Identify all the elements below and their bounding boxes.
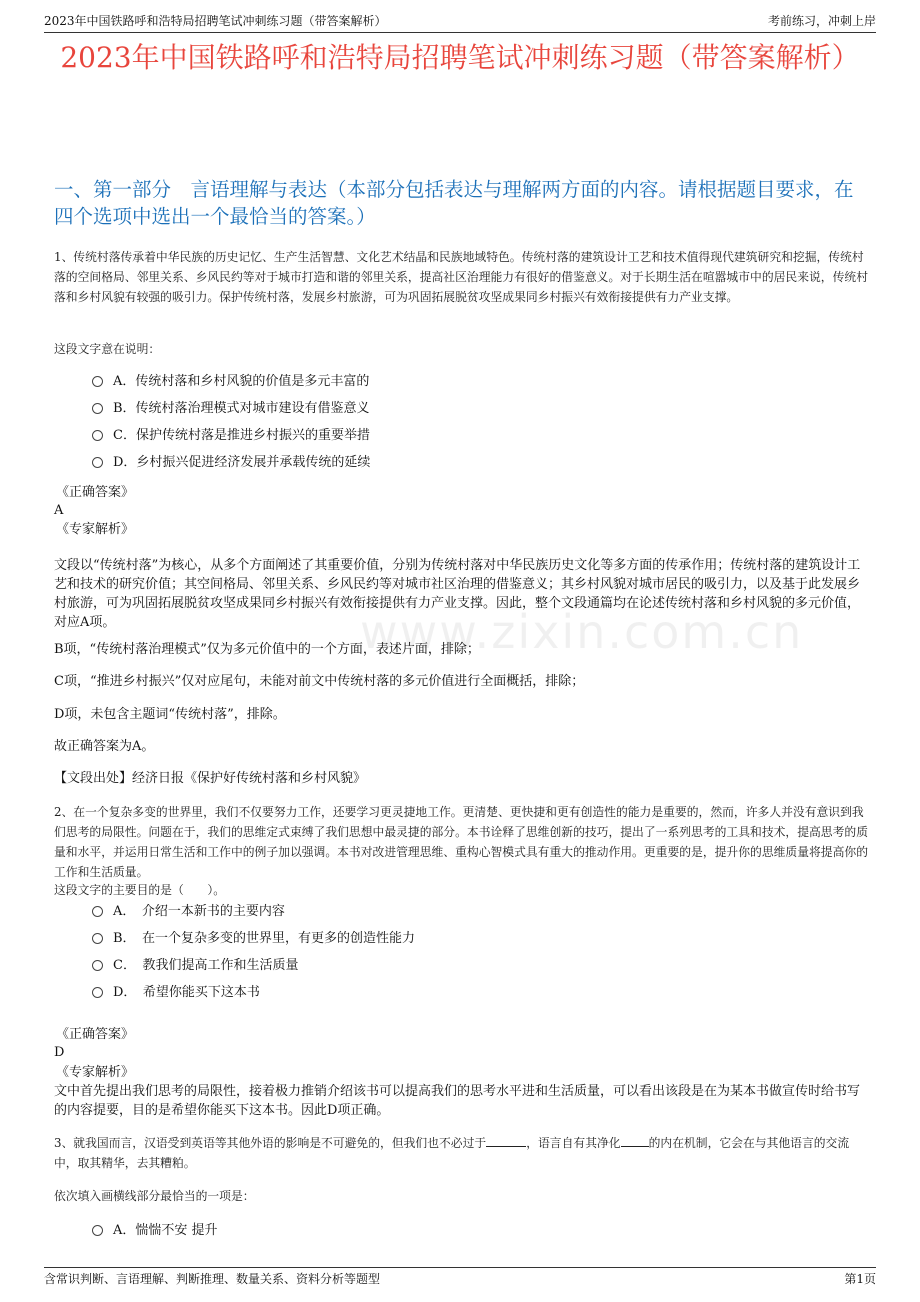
q3-text: 3、就我国而言，汉语受到英语等其他外语的影响是不可避免的，但我们也不必过于 ，语言自有其净化 的内在机制，它会在与其他语言的交流中，取其精华，去其糟粕。 — [54, 1136, 850, 1170]
radio-icon[interactable] — [92, 933, 103, 944]
q1-option-b[interactable]: B．传统村落治理模式对城市建设有借鉴意义 — [92, 400, 370, 418]
q2-analysis-label: 《专家解析》 — [56, 1065, 135, 1080]
q1-analysis-c: C项，“推进乡村振兴”仅对应尾句，未能对前文中传统村落的多元价值进行全面概括，排除； — [54, 674, 585, 689]
radio-icon[interactable] — [92, 1225, 103, 1236]
q3-option-a[interactable]: A．惴惴不安 提升 — [92, 1222, 218, 1240]
page-title: 2023年中国铁路呼和浩特局招聘笔试冲刺练习题（带答案解析） — [60, 41, 860, 74]
q1-answer: A — [54, 503, 64, 518]
q2-text: 2、在一个复杂多变的世界里，我们不仅要努力工作，还要学习更灵捷地工作。更清楚、更快捷和更有创造性的能力是重要的，然而，许多人并没有意识到我们思考的局限性。问题在于，我们的思维定式束缚了我们思想中最灵捷的部分。本书诠释了思维创新的技巧，提出了一系列思考的工具和技术，提高思考的质量和水平，并运用日常生活和工作中的例子加以强调。本书对改进管理思维、重构心智模式具有重大的推动作用。更重要的是，提升你的思维质量将提高你的工作和生活质量。 — [54, 805, 868, 879]
q2-option-c[interactable]: C． 教我们提高工作和生活质量 — [92, 957, 298, 975]
radio-icon[interactable] — [92, 987, 103, 998]
radio-icon[interactable] — [92, 906, 103, 917]
blank-2 — [621, 1134, 649, 1147]
watermark: www.zixin.com.cn — [360, 605, 804, 659]
q1-option-a[interactable]: A．传统村落和乡村风貌的价值是多元丰富的 — [92, 373, 369, 391]
q3-prompt: 依次填入画横线部分最恰当的一项是： — [54, 1189, 255, 1203]
q2-analysis: 文中首先提出我们思考的局限性，接着极力推销介绍该书可以提高我们的思考水平进和生活质量，可以看出该段是在为某本书做宣传时给书写的内容提要，目的是希望你能买下这本书。因此D项正确。 — [54, 1084, 861, 1118]
radio-icon[interactable] — [92, 430, 103, 441]
q2-option-d[interactable]: D． 希望你能买下这本书 — [92, 984, 260, 1002]
q1-option-d[interactable]: D．乡村振兴促进经济发展并承载传统的延续 — [92, 454, 370, 472]
q2-prompt: 这段文字的主要目的是（ ）。 — [54, 883, 226, 897]
radio-icon[interactable] — [92, 376, 103, 387]
radio-icon[interactable] — [92, 403, 103, 414]
q1-answer-label: 《正确答案》 — [56, 485, 135, 500]
footer-left: 含常识判断、言语理解、判断推理、数量关系、资料分析等题型 — [44, 1272, 381, 1286]
radio-icon[interactable] — [92, 457, 103, 468]
q2-answer: D — [54, 1045, 65, 1060]
section-heading: 一、第一部分 言语理解与表达（本部分包括表达与理解两方面的内容。请根据题目要求，在四个选项中选出一个最恰当的答案。） — [54, 178, 854, 228]
q1-analysis: 文段以“传统村落”为核心，从多个方面阐述了其重要价值，分别为传统村落对中华民族历史文化等多方面的传承作用；传统村落的建筑设计工艺和技术的研究价值；其空间格局、邻里关系、乡风民约等对城市社区治理的借鉴意义；其乡村风貌对城市居民的吸引力，以及基于此发展乡村旅游，可为巩固拓展脱贫攻坚成果同乡村振兴有效衔接提供有力产业支撑。因此，整个文段通篇均在论述传统村落和乡村风貌的多元价值，对应A项。 — [54, 558, 861, 630]
q1-text: 1、传统村落传承着中华民族的历史记忆、生产生活智慧、文化艺术结晶和民族地域特色。传统村落的建筑设计工艺和技术值得现代建筑研究和挖掘，传统村落的空间格局、邻里关系、乡风民约等对于城市打造和谐的邻里关系，提高社区治理能力有很好的借鉴意义。对于长期生活在喧嚣城市中的居民来说，传统村落和乡村风貌有较强的吸引力。保护传统村落，发展乡村旅游，可为巩固拓展脱贫攻坚成果同乡村振兴有效衔接提供有力产业支撑。 — [54, 250, 868, 304]
radio-icon[interactable] — [92, 960, 103, 971]
page-number: 第1页 — [844, 1272, 876, 1286]
q1-source: 【文段出处】经济日报《保护好传统村落和乡村风貌》 — [54, 771, 367, 786]
q1-analysis-b: B项，“传统村落治理模式”仅为多元价值中的一个方面，表述片面，排除； — [54, 642, 480, 657]
header-left: 2023年中国铁路呼和浩特局招聘笔试冲刺练习题（带答案解析） — [44, 14, 387, 28]
q2-answer-label: 《正确答案》 — [56, 1027, 135, 1042]
q1-conclusion: 故正确答案为A。 — [54, 739, 155, 754]
q2-option-b[interactable]: B． 在一个复杂多变的世界里，有更多的创造性能力 — [92, 930, 415, 948]
q1-option-c[interactable]: C．保护传统村落是推进乡村振兴的重要举措 — [92, 427, 370, 445]
header-right: 考前练习，冲刺上岸 — [767, 14, 876, 28]
blank-1 — [486, 1134, 526, 1147]
q2-option-a[interactable]: A． 介绍一本新书的主要内容 — [92, 903, 285, 921]
q1-prompt: 这段文字意在说明： — [54, 342, 161, 356]
page-header — [44, 10, 876, 33]
page-footer — [44, 1267, 876, 1290]
q1-analysis-d: D项，未包含主题词“传统村落”，排除。 — [54, 707, 286, 722]
q1-analysis-label: 《专家解析》 — [56, 522, 135, 537]
